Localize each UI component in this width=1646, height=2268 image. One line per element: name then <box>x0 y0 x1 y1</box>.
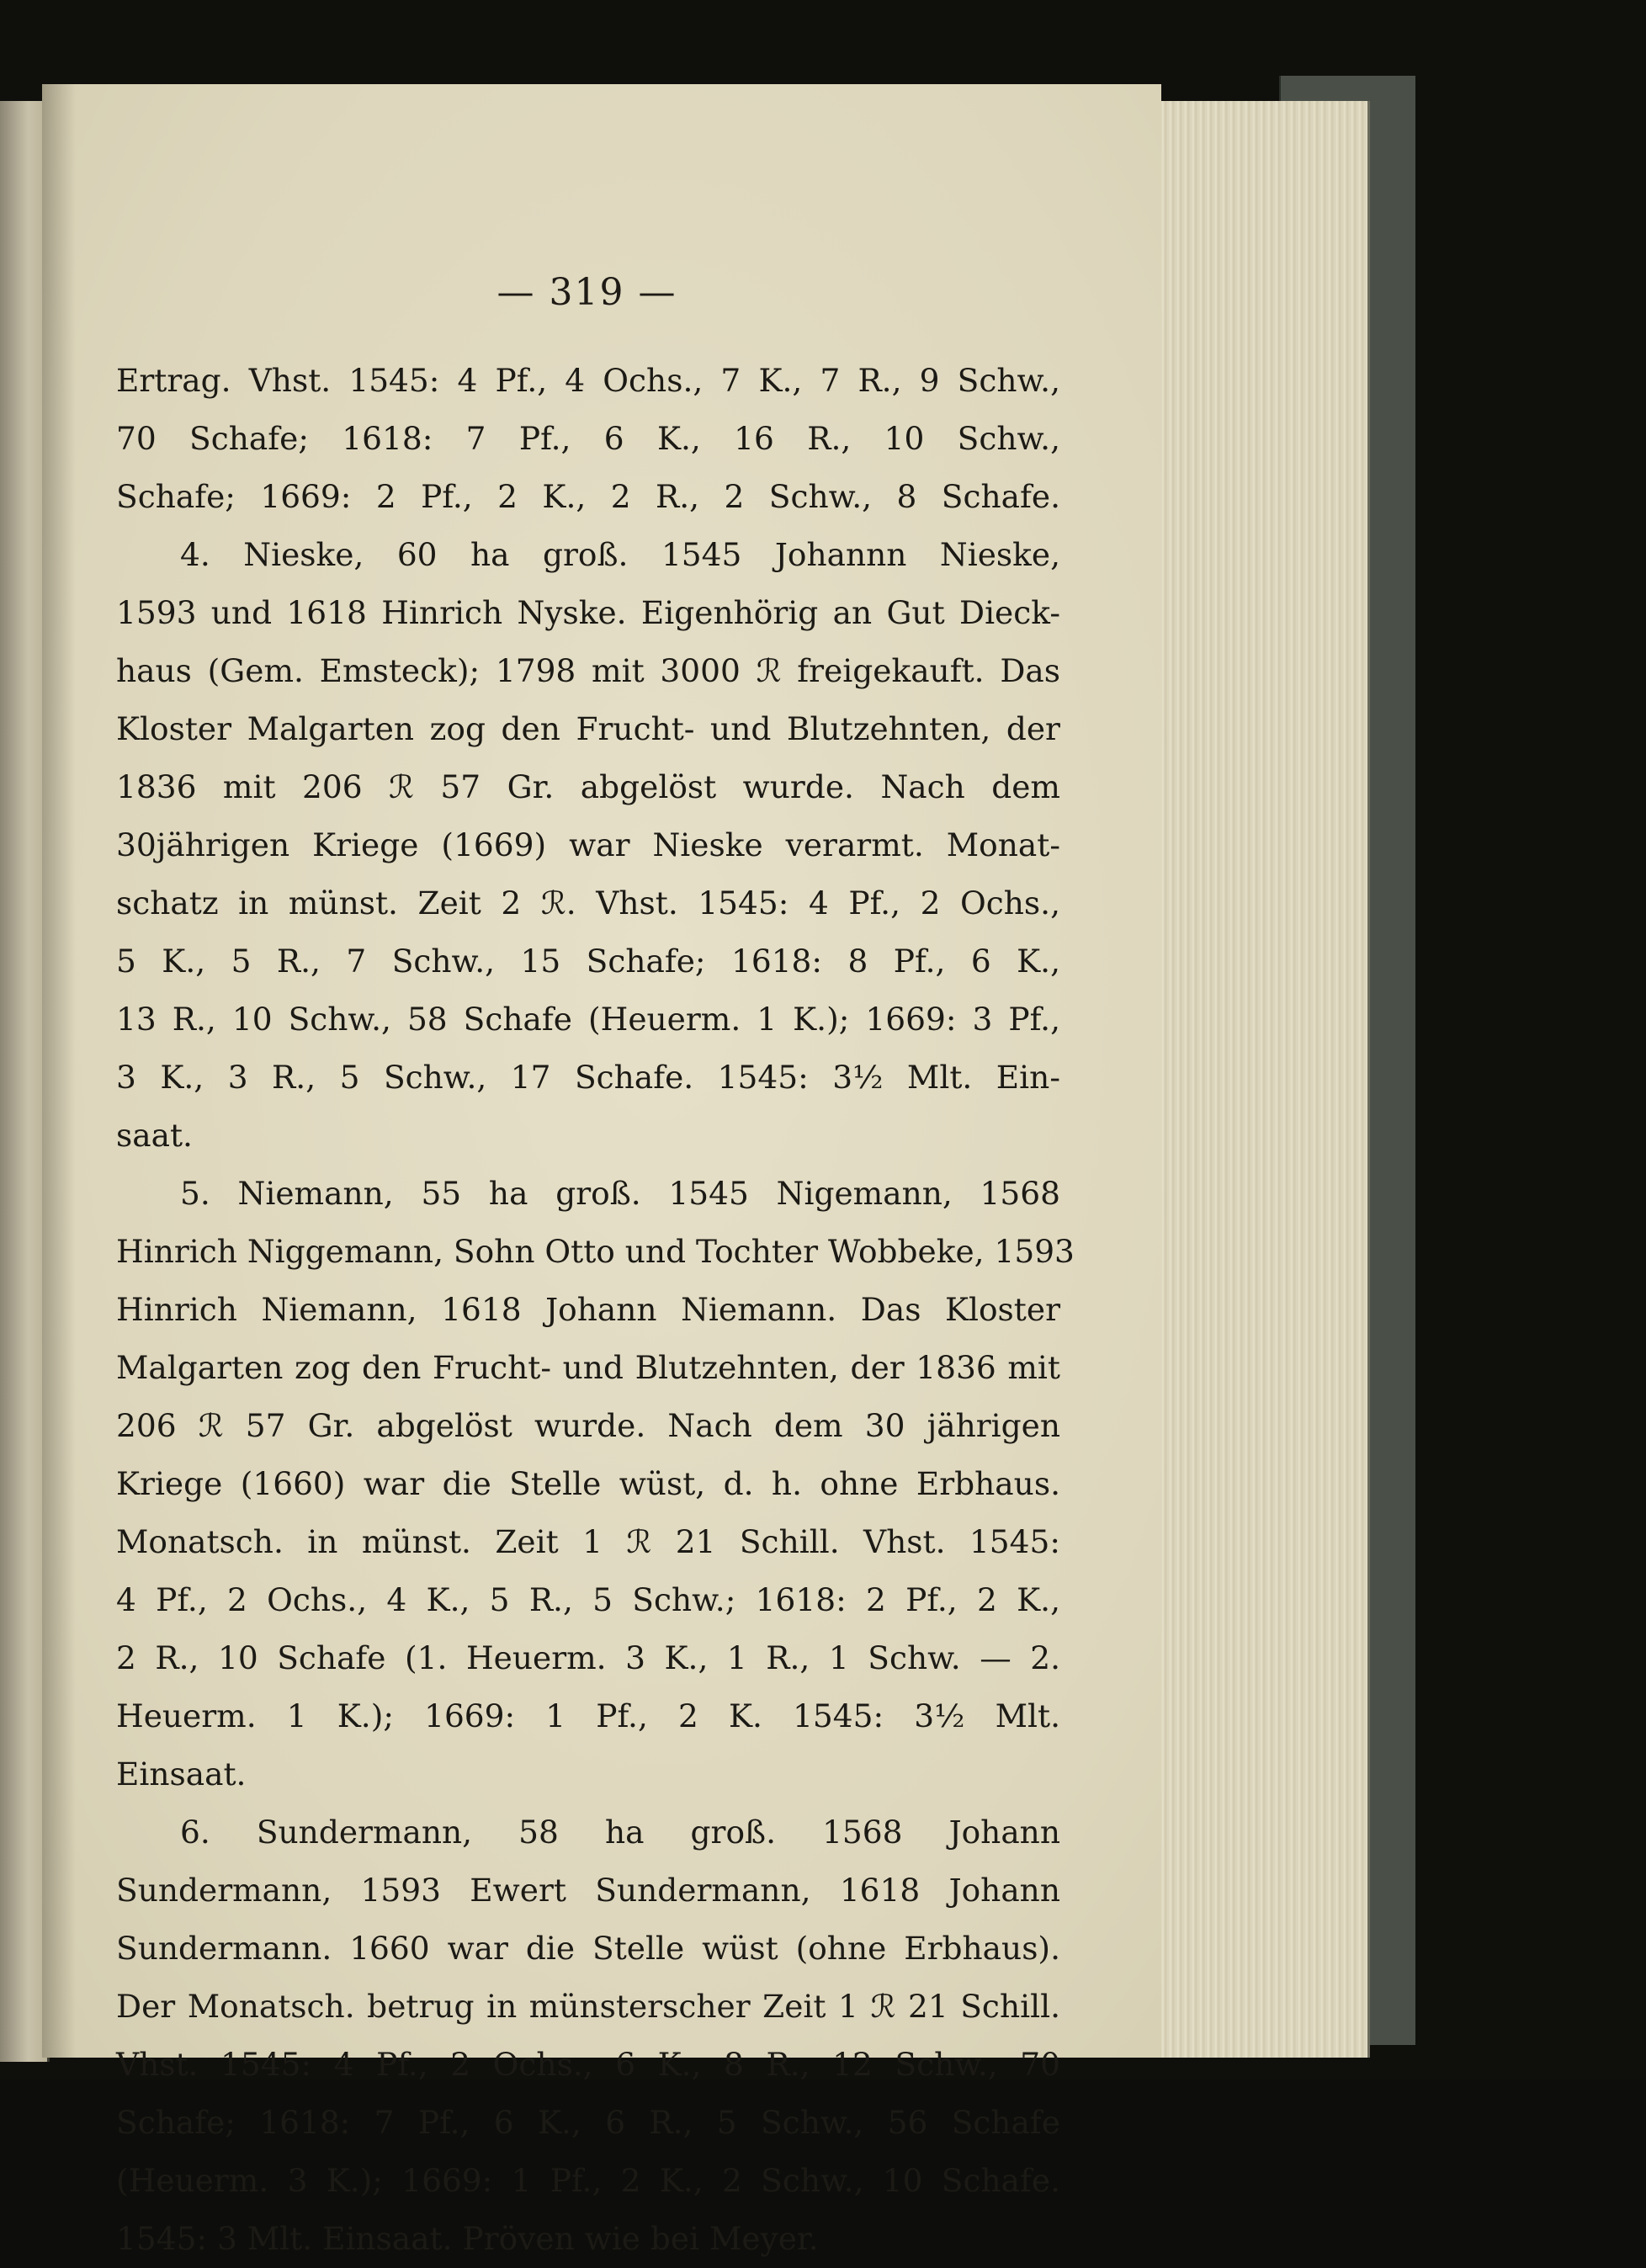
text-line: 1545: 3 Mlt. Einsaat. Pröven wie bei Meyer. <box>116 2220 819 2257</box>
text-line: Kloster Malgarten zog den Frucht- und Blutzehnten, der <box>116 710 1060 747</box>
text-line: 5. Niemann, 55 ha groß. 1545 Nigemann, 1568 <box>180 1175 1060 1212</box>
text-line: Hinrich Niemann, 1618 Johann Niemann. Das Kloster <box>116 1291 1060 1328</box>
text-line: haus (Gem. Emsteck); 1798 mit 3000 ℛ freigekauft. Das <box>116 652 1060 689</box>
text-line: 2 R., 10 Schafe (1. Heuerm. 3 K., 1 R., 1 Schw. — 2. <box>116 1639 1060 1676</box>
text-line: 5 K., 5 R., 7 Schw., 15 Schafe; 1618: 8 Pf., 6 K., <box>116 943 1060 980</box>
text-line: Der Monatsch. betrug in münsterscher Zeit 1 ℛ 21 Schill. <box>116 1988 1060 2025</box>
text-line: 30jährigen Kriege (1669) war Nieske verarmt. Monat- <box>116 826 1060 863</box>
text-line: 1593 und 1618 Hinrich Nyske. Eigenhörig an Gut Dieck- <box>116 594 1060 631</box>
text-line: Schafe; 1618: 7 Pf., 6 K., 6 R., 5 Schw., 56 Schafe <box>116 2104 1060 2141</box>
text-line: 206 ℛ 57 Gr. abgelöst wurde. Nach dem 30 jährigen <box>116 1407 1060 1444</box>
text-line: schatz in münst. Zeit 2 ℛ. Vhst. 1545: 4 Pf., 2 Ochs., <box>116 884 1060 922</box>
text-line: saat. <box>116 1117 193 1154</box>
text-line: 70 Schafe; 1618: 7 Pf., 6 K., 16 R., 10 Schw., <box>116 420 1060 457</box>
text-line: 3 K., 3 R., 5 Schw., 17 Schafe. 1545: 3½ Mlt. Ein- <box>116 1059 1060 1096</box>
text-line: Sundermann, 1593 Ewert Sundermann, 1618 Johann <box>116 1872 1060 1909</box>
page-stack-edge <box>1153 101 1370 2058</box>
body-text <box>116 352 1075 2268</box>
text-line: Schafe; 1669: 2 Pf., 2 K., 2 R., 2 Schw., 8 Schafe. <box>116 478 1060 515</box>
text-line: Malgarten zog den Frucht- und Blutzehnten, der 1836 mit <box>116 1349 1060 1386</box>
text-line: 4. Nieske, 60 ha groß. 1545 Johannn Nieske, <box>180 536 1060 573</box>
text-line: 6. Sundermann, 58 ha groß. 1568 Johann <box>180 1814 1060 1851</box>
text-line: 1836 mit 206 ℛ 57 Gr. abgelöst wurde. Nach dem <box>116 768 1060 805</box>
book-page <box>42 84 1161 2257</box>
text-line: Einsaat. <box>116 1755 247 1793</box>
text-line: Heuerm. 1 K.); 1669: 1 Pf., 2 K. 1545: 3½ Mlt. <box>116 1697 1060 1734</box>
text-line: Kriege (1660) war die Stelle wüst, d. h. ohne Erbhaus. <box>116 1465 1060 1502</box>
text-line: Vhst. 1545: 4 Pf., 2 Ochs., 6 K., 8 R., 12 Schw., 70 <box>116 2046 1060 2083</box>
text-line: 4 Pf., 2 Ochs., 4 K., 5 R., 5 Schw.; 1618: 2 Pf., 2 K., <box>116 1581 1060 1618</box>
text-line: (Heuerm. 3 K.); 1669: 1 Pf., 2 K., 2 Schw., 10 Schafe. <box>116 2162 1060 2199</box>
text-line: Ertrag. Vhst. 1545: 4 Pf., 4 Ochs., 7 K., 7 R., 9 Schw., <box>116 362 1060 399</box>
page-number: — 319 — <box>496 271 677 314</box>
text-line: Hinrich Niggemann, Sohn Otto und Tochter Wobbeke, 1593 <box>116 1233 1075 1270</box>
text-line: Sundermann. 1660 war die Stelle wüst (ohne Erbhaus). <box>116 1930 1060 1967</box>
text-line: 13 R., 10 Schw., 58 Schafe (Heuerm. 1 K.); 1669: 3 Pf., <box>116 1001 1060 1038</box>
gutter-shadow <box>42 84 76 2058</box>
text-line: Monatsch. in münst. Zeit 1 ℛ 21 Schill. Vhst. 1545: <box>116 1523 1060 1560</box>
